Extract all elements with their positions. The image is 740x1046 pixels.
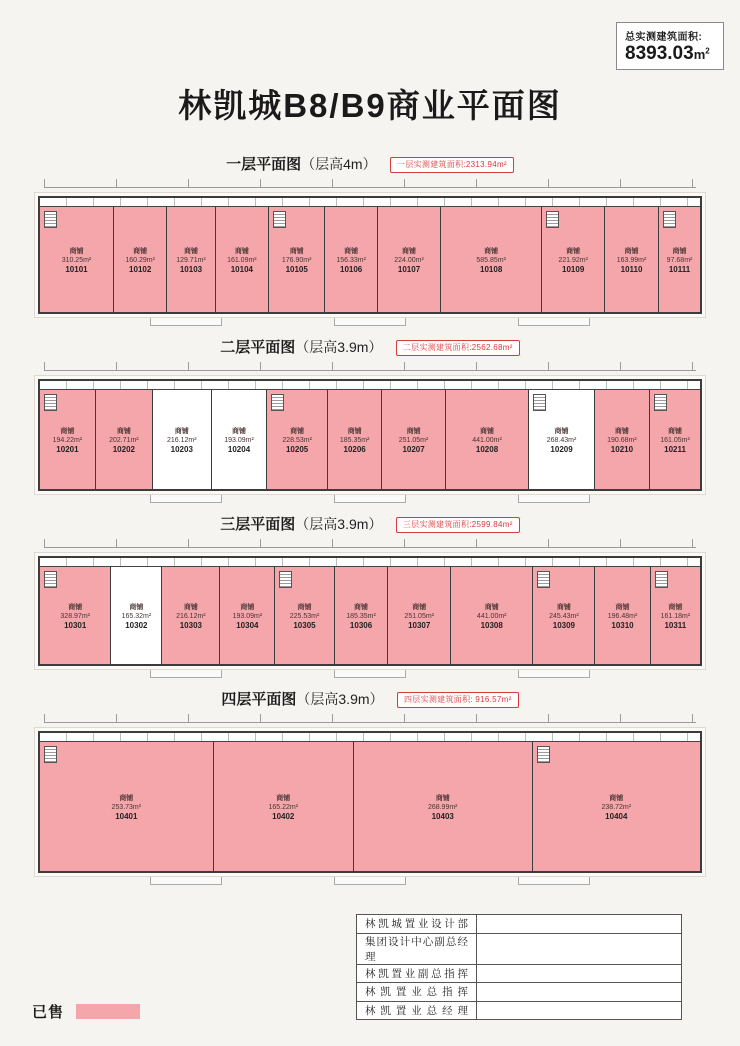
floor-title: 三层平面图	[220, 516, 296, 533]
unit-area: 268.99m²	[427, 803, 458, 811]
unit-cell	[659, 207, 700, 312]
unit-area: 196.48m²	[607, 612, 638, 620]
floor-section	[34, 336, 706, 503]
unit-type-label: 商铺	[406, 427, 421, 435]
unit-cell	[605, 207, 659, 312]
unit-type-label: 商铺	[609, 794, 624, 802]
floor-area-badge: 一层实测建筑面积:2313.94m²	[390, 157, 514, 173]
unit-area: 194.22m²	[52, 436, 83, 444]
footer	[0, 914, 740, 1032]
signature-role-label: 林凯置业总经理	[357, 1001, 477, 1020]
corridor-strip	[40, 198, 700, 207]
unit-area: 193.09m²	[224, 436, 254, 444]
floor-height-note: （层高3.9m）	[295, 339, 383, 355]
porch	[334, 877, 406, 885]
unit-type-label: 商铺	[435, 794, 450, 802]
unit-cell	[216, 207, 270, 312]
unit-type-label: 商铺	[69, 247, 84, 255]
stair-icon	[44, 211, 57, 228]
unit-area: 328.97m²	[60, 612, 90, 620]
signature-blank-cell	[477, 915, 682, 934]
stair-icon	[655, 571, 668, 588]
unit-number: 10308	[480, 620, 503, 630]
stair-icon	[533, 394, 546, 411]
legend-label: 已售	[32, 1004, 65, 1021]
signature-row	[357, 1001, 682, 1020]
unit-cell	[40, 567, 111, 664]
floor-section	[34, 688, 706, 885]
unit-type-label: 商铺	[480, 427, 495, 435]
signature-role-label: 林凯城置业设计部	[357, 915, 477, 934]
unit-type-label: 商铺	[412, 603, 427, 611]
unit-type-label: 商铺	[344, 247, 359, 255]
unit-number: 10109	[562, 264, 585, 274]
unit-number: 10307	[408, 620, 431, 630]
unit-area: 185.35m²	[346, 612, 376, 620]
unit-number: 10208	[475, 444, 499, 454]
unit-number: 10305	[293, 620, 316, 630]
unit-area: 216.12m²	[166, 436, 197, 444]
stair-icon	[663, 211, 676, 228]
unit-type-label: 商铺	[668, 427, 683, 435]
building-outline	[38, 379, 702, 491]
floor-area-badge: 二层实测建筑面积:2562.68m²	[396, 340, 520, 356]
unit-number: 10311	[664, 620, 687, 630]
unit-cell	[651, 567, 700, 664]
unit-type-label: 商铺	[484, 603, 499, 611]
unit-area: 245.43m²	[549, 612, 579, 620]
floor-header	[34, 336, 706, 357]
unit-cell	[40, 207, 114, 312]
unit-area: 221.92m²	[558, 256, 588, 264]
unit-number: 10211	[664, 444, 686, 454]
unit-area: 441.00m²	[472, 436, 502, 444]
unit-cell	[328, 390, 383, 489]
unit-area: 251.05m²	[404, 612, 434, 620]
corridor-strip	[40, 558, 700, 567]
unit-type-label: 商铺	[484, 247, 499, 255]
unit-type-label: 商铺	[554, 427, 569, 435]
stair-icon	[271, 394, 284, 411]
floor-header	[34, 688, 706, 709]
unit-type-label: 商铺	[183, 603, 198, 611]
floor-area-badge: 三层实测建筑面积:2599.84m²	[396, 517, 520, 533]
entrance-porches	[94, 495, 646, 503]
unit-number: 10107	[397, 264, 421, 274]
unit-area: 268.43m²	[546, 436, 577, 444]
unit-number: 10401	[115, 811, 138, 821]
dimension-ruler	[44, 714, 696, 723]
building-shell	[34, 727, 706, 877]
unit-number: 10310	[611, 620, 634, 630]
corridor-strip	[40, 733, 700, 742]
unit-row	[40, 207, 700, 312]
stair-icon	[654, 394, 667, 411]
porch	[518, 877, 590, 885]
entrance-porches	[94, 877, 646, 885]
signature-row	[357, 933, 682, 964]
unit-number: 10111	[668, 264, 691, 274]
signature-blank-cell	[477, 933, 682, 964]
signature-table	[356, 914, 682, 1020]
unit-type-label: 商铺	[234, 247, 249, 255]
unit-type-label: 商铺	[116, 427, 131, 435]
stair-icon	[44, 394, 57, 411]
unit-cell	[542, 207, 605, 312]
unit-area: 225.53m²	[289, 612, 320, 620]
unit-number: 10106	[340, 264, 363, 274]
unit-cell	[275, 567, 334, 664]
unit-cell	[40, 742, 214, 871]
unit-area: 97.68m²	[666, 256, 693, 264]
unit-number: 10102	[129, 264, 152, 274]
unit-type-label: 商铺	[276, 794, 291, 802]
porch	[334, 495, 406, 503]
unit-number: 10201	[56, 444, 79, 454]
stair-icon	[546, 211, 559, 228]
floor-title: 一层平面图	[226, 156, 302, 173]
unit-cell	[220, 567, 275, 664]
unit-type-label: 商铺	[402, 247, 417, 255]
unit-area: 165.22m²	[268, 803, 299, 811]
building-shell	[34, 192, 706, 318]
unit-type-label: 商铺	[668, 603, 683, 611]
dimension-ruler	[44, 179, 696, 188]
stair-icon	[537, 746, 550, 763]
porch	[150, 877, 222, 885]
unit-number: 10110	[620, 264, 643, 274]
unit-type-label: 商铺	[119, 794, 134, 802]
unit-number: 10101	[65, 264, 88, 274]
floor-title: 二层平面图	[220, 339, 296, 356]
unit-number: 10203	[170, 444, 193, 454]
unit-type-label: 商铺	[297, 603, 312, 611]
unit-type-label: 商铺	[133, 247, 148, 255]
stair-icon	[44, 746, 57, 763]
unit-area: 165.32m²	[121, 612, 152, 620]
unit-type-label: 商铺	[60, 427, 75, 435]
unit-number: 10205	[285, 444, 309, 454]
unit-cell	[595, 567, 650, 664]
unit-row	[40, 390, 700, 489]
porch	[334, 318, 406, 326]
unit-area: 161.09m²	[227, 256, 257, 264]
unit-number: 10210	[610, 444, 634, 454]
unit-number: 10206	[343, 444, 366, 454]
unit-cell	[96, 390, 153, 489]
unit-cell	[650, 390, 700, 489]
unit-number: 10207	[402, 444, 425, 454]
stair-icon	[537, 571, 550, 588]
unit-cell	[533, 742, 700, 871]
unit-number: 10105	[285, 264, 308, 274]
total-area-box	[616, 22, 724, 70]
unit-type-label: 商铺	[347, 427, 362, 435]
unit-type-label: 商铺	[183, 247, 198, 255]
entrance-porches	[94, 670, 646, 678]
unit-area: 160.29m²	[125, 256, 155, 264]
unit-area: 176.90m²	[281, 256, 312, 264]
building-outline	[38, 556, 702, 666]
porch	[518, 495, 590, 503]
unit-area: 310.25m²	[61, 256, 92, 264]
total-area-label: 总实测建筑面积:	[625, 32, 703, 43]
dimension-ruler	[44, 539, 696, 548]
sold-legend	[32, 1001, 140, 1022]
unit-cell	[378, 207, 441, 312]
unit-number: 10303	[179, 620, 202, 630]
unit-area: 193.09m²	[232, 612, 263, 620]
sold-color-swatch	[76, 1004, 140, 1019]
unit-number: 10403	[431, 811, 454, 821]
unit-type-label: 商铺	[68, 603, 83, 611]
unit-cell	[533, 567, 595, 664]
floor-plan	[34, 179, 706, 326]
unit-type-label: 商铺	[614, 427, 629, 435]
unit-area: 253.73m²	[111, 803, 142, 811]
unit-type-label: 商铺	[289, 247, 304, 255]
building-shell	[34, 375, 706, 495]
unit-type-label: 商铺	[556, 603, 571, 611]
unit-cell	[167, 207, 215, 312]
signature-role-label: 集团设计中心副总经理	[357, 933, 477, 964]
unit-row	[40, 567, 700, 664]
unit-area: 156.33m²	[336, 256, 366, 264]
unit-number: 10402	[272, 811, 295, 821]
porch	[518, 670, 590, 678]
unit-type-label: 商铺	[615, 603, 630, 611]
unit-area: 585.85m²	[476, 256, 506, 264]
unit-cell	[441, 207, 542, 312]
unit-area: 129.71m²	[176, 256, 206, 264]
floor-plan	[34, 362, 706, 503]
porch	[518, 318, 590, 326]
unit-cell	[214, 742, 354, 871]
porch	[150, 495, 222, 503]
unit-cell	[269, 207, 325, 312]
unit-cell	[335, 567, 389, 664]
unit-row	[40, 742, 700, 871]
unit-area: 224.00m²	[394, 256, 424, 264]
stair-icon	[44, 571, 57, 588]
unit-cell	[40, 390, 96, 489]
unit-area: 228.53m²	[282, 436, 312, 444]
unit-number: 10103	[179, 264, 203, 274]
floor-height-note: （层高3.9m）	[296, 691, 384, 707]
dimension-ruler	[44, 362, 696, 371]
signature-row	[357, 915, 682, 934]
total-area-value	[625, 43, 715, 65]
unit-cell	[382, 390, 445, 489]
unit-area: 161.05m²	[660, 436, 690, 444]
unit-area: 161.18m²	[660, 612, 691, 620]
unit-area: 441.00m²	[476, 612, 507, 620]
floor-height-note: （层高4m）	[301, 156, 377, 172]
unit-area: 216.12m²	[176, 612, 206, 620]
unit-cell	[529, 390, 594, 489]
unit-cell	[114, 207, 167, 312]
floor-plan	[34, 539, 706, 678]
porch	[150, 318, 222, 326]
floor-plan	[34, 714, 706, 885]
unit-type-label: 商铺	[240, 603, 255, 611]
unit-cell	[595, 390, 650, 489]
unit-type-label: 商铺	[290, 427, 305, 435]
floor-section	[34, 153, 706, 326]
floor-area-badge: 四层实测建筑面积: 916.57m²	[397, 692, 519, 708]
floor-header	[34, 513, 706, 534]
unit-number: 10304	[236, 620, 259, 630]
floor-plans	[0, 153, 740, 885]
total-area-unit: $m^2$	[693, 46, 710, 62]
stair-icon	[279, 571, 292, 588]
signature-blank-cell	[477, 983, 682, 1002]
unit-cell	[111, 567, 162, 664]
unit-area: 163.99m²	[616, 256, 647, 264]
signature-blank-cell	[477, 1001, 682, 1020]
unit-area: 238.72m²	[601, 803, 632, 811]
unit-cell	[212, 390, 268, 489]
unit-number: 10306	[349, 620, 373, 630]
unit-type-label: 商铺	[354, 603, 369, 611]
unit-number: 10204	[227, 444, 251, 454]
unit-number: 10108	[480, 264, 503, 274]
unit-number: 10301	[64, 620, 87, 630]
unit-number: 10404	[605, 811, 628, 821]
signature-row	[357, 983, 682, 1002]
unit-number: 10302	[125, 620, 148, 630]
unit-cell	[267, 390, 327, 489]
corridor-strip	[40, 381, 700, 390]
unit-number: 10309	[552, 620, 575, 630]
unit-type-label: 商铺	[624, 247, 639, 255]
unit-type-label: 商铺	[129, 603, 144, 611]
unit-type-label: 商铺	[174, 427, 189, 435]
unit-cell	[325, 207, 378, 312]
total-area-number: 8393.03	[625, 43, 694, 64]
unit-cell	[162, 567, 220, 664]
unit-area: 251.05m²	[398, 436, 429, 444]
signature-role-label: 林凯置业总指挥	[357, 983, 477, 1002]
floor-title: 四层平面图	[221, 691, 297, 708]
unit-area: 185.35m²	[339, 436, 370, 444]
building-outline	[38, 731, 702, 873]
unit-cell	[153, 390, 212, 489]
floor-header	[34, 153, 706, 174]
unit-area: 202.71m²	[109, 436, 139, 444]
unit-number: 10209	[550, 444, 573, 454]
unit-area: 190.68m²	[607, 436, 637, 444]
floor-height-note: （层高3.9m）	[295, 516, 383, 532]
porch	[334, 670, 406, 678]
unit-cell	[446, 390, 530, 489]
unit-number: 10104	[230, 264, 253, 274]
signature-role-label: 林凯置业副总指挥	[357, 964, 477, 983]
unit-cell	[388, 567, 450, 664]
unit-type-label: 商铺	[232, 427, 247, 435]
unit-cell	[451, 567, 534, 664]
unit-number: 10202	[112, 444, 135, 454]
stair-icon	[273, 211, 286, 228]
unit-type-label: 商铺	[672, 247, 687, 255]
unit-type-label: 商铺	[566, 247, 581, 255]
unit-cell	[354, 742, 533, 871]
floor-section	[34, 513, 706, 678]
building-shell	[34, 552, 706, 670]
page-title: 林凯城B8/B9商业平面图	[178, 87, 562, 124]
building-outline	[38, 196, 702, 314]
signature-blank-cell	[477, 964, 682, 983]
entrance-porches	[94, 318, 646, 326]
porch	[150, 670, 222, 678]
signature-row	[357, 964, 682, 983]
